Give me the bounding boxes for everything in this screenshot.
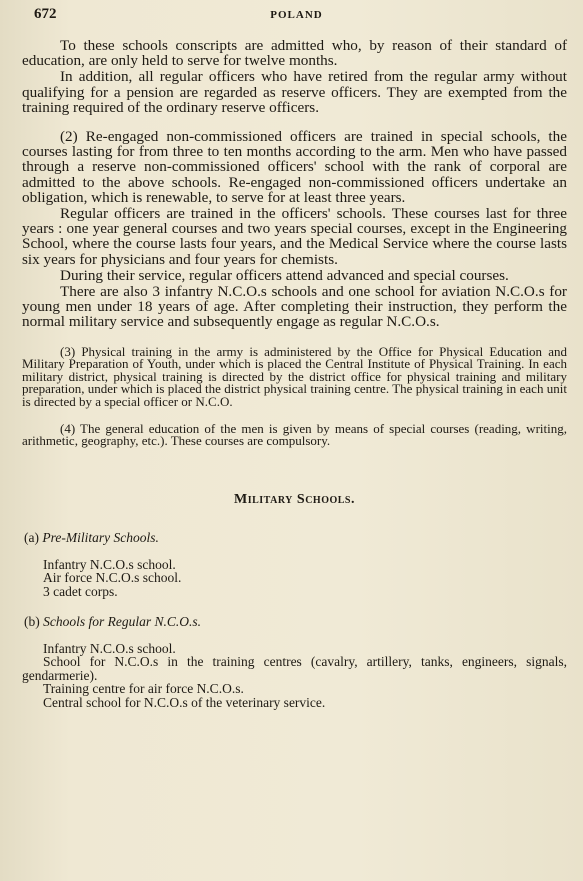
section-2-paragraph-2: Regular officers are trained in the officers' schools. These courses last for three years : one year general courses and two years special courses, except in the Engineering School, where the course lasts four years, and the Medical Service where the course lasts six years for physicians and four years for chemists.	[22, 205, 567, 268]
section-2	[22, 129, 567, 330]
list-item: Infantry N.C.O.s school.	[43, 556, 176, 572]
page-number: 672	[34, 6, 57, 22]
intro-section	[22, 38, 567, 115]
section-2-paragraph-3: During their service, regular officers attend advanced and special courses.	[60, 266, 509, 284]
section-2-paragraph-4: There are also 3 infantry N.C.O.s schools and one school for aviation N.C.O.s for young men under 18 years of age. After completing their instruction, they perform the normal military service and subsequently engage as regular N.C.O.s.	[22, 283, 567, 331]
subsection-a-title: Pre-Military Schools.	[42, 529, 159, 545]
section-3-paragraph: (3) Physical training in the army is administered by the Office for Physical Education and Military Preparation of Youth, under which is placed the Central Institute of Physical Training. In each military district, physical training is directed by the district office for physical training and military preparation, under which is placed the district physical training centre. The physical training in each unit is directed by a special officer or N.C.O.	[22, 343, 567, 410]
intro-paragraph-1: To these schools conscripts are admitted who, by reason of their standard of education, are only held to serve for twelve months.	[22, 37, 567, 70]
regular-nco-schools	[22, 614, 567, 709]
pre-military-schools-heading	[24, 530, 567, 546]
military-schools-heading: Military Schools.	[234, 491, 355, 507]
running-head: POLAND	[270, 9, 323, 21]
section-4	[22, 420, 567, 449]
list-item: School for N.C.O.s in the training centres (cavalry, artillery, tanks, engineers, signals, gendarmerie).	[22, 654, 567, 683]
regular-nco-schools-list	[22, 642, 567, 709]
list-item: Training centre for air force N.C.O.s.	[43, 681, 244, 697]
pre-military-schools-list	[43, 558, 567, 598]
section-3	[22, 343, 567, 410]
pre-military-schools	[22, 530, 567, 598]
section-2-paragraph-1: (2) Re-engaged non-commissioned officers are trained in special schools, the courses lasting for from three to ten months according to the arm. Men who have passed through a reserve non-commissioned officers' school with the rank of corporal are admitted to the above schools. Re-engaged non-commissioned officers undertake an obligation, which is renewable, to serve for at least three years.	[22, 128, 567, 206]
list-item: Central school for N.C.O.s of the veterinary service.	[43, 694, 326, 710]
list-item: Infantry N.C.O.s school.	[43, 641, 176, 657]
list-item: 3 cadet corps.	[43, 583, 118, 599]
section-4-paragraph: (4) The general education of the men is given by means of special courses (reading, writing, arithmetic, geography, etc.). These courses are compulsory.	[22, 420, 567, 449]
page-header	[22, 6, 567, 28]
subsection-b-title: Schools for Regular N.C.O.s.	[43, 614, 202, 630]
regular-nco-schools-heading	[24, 614, 567, 630]
subsection-a-label: (a)	[24, 529, 39, 545]
intro-paragraph-2: In addition, all regular officers who have retired from the regular army without qualifying for a pension are regarded as reserve officers. They are exempted from the training required of the ordinary reserve officers.	[22, 68, 567, 116]
subsection-b-label: (b)	[24, 614, 40, 630]
list-item: Air force N.C.O.s school.	[43, 570, 182, 586]
